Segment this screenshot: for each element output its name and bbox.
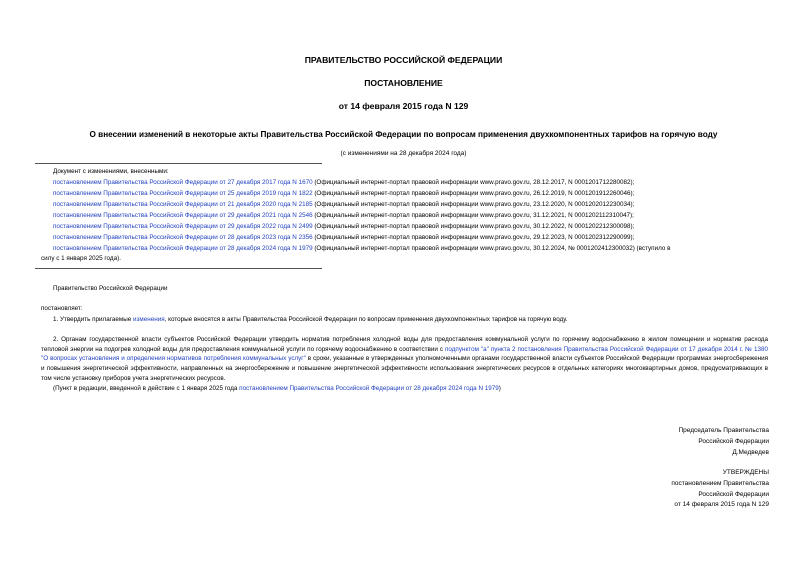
approved-block bbox=[671, 468, 769, 511]
paragraph-2: 2. Органам государственной власти субъектов Российской Федерации утвердить норматив потребления холодной воды для предоставления коммунальной услуги по горячему водоснабжению в жилом помещении и норматив расхода тепловой энергии на подогрев холодной воды для предоставления коммунальной услуги по горячему водоснабжению в соответствии с подпунктом "а" пункта 2 постановления Правительства Российской Федерации от 17 декабря 2014 г. № 1380 "О вопросах установления и определения нормативов потребления коммунальных услуг" в сроки, указанные в утвержденных уполномоченными органами государственной власти субъектов Российской Федерации программах энергосбережения и повышения энергетической эффективности, направленных на энергосбережение и повышение энергетической эффективности использования энергетических ресурсов в отдельных категориях многоквартирных домов, предусматривающих в том числе установку приборов учета энергетических ресурсов. bbox=[41, 336, 768, 382]
amendment-link-2356[interactable]: постановлением Правительства Российской Федерации от 28 декабря 2023 года N 2356 bbox=[53, 234, 313, 241]
document-date-number: от 14 февраля 2015 года N 129 bbox=[338, 101, 469, 111]
signature-name: Д.Медведев bbox=[732, 448, 769, 456]
amendment-link-1979[interactable]: постановлением Правительства Российской Федерации от 28 декабря 2024 года N 1979 bbox=[53, 245, 313, 252]
amendment-link-2546[interactable]: постановлением Правительства Российской Федерации от 29 декабря 2021 года N 2546 bbox=[53, 212, 313, 219]
changes-link[interactable]: изменения bbox=[133, 316, 165, 323]
amendment-link-2499[interactable]: постановлением Правительства Российской Федерации от 29 декабря 2022 года N 2499 bbox=[53, 223, 313, 230]
paragraph-1: 1. Утвердить прилагаемые изменения, которые вносятся в акты Правительства Российской Федерации по вопросам применения двухкомпонентных тарифов на горячую воду. bbox=[53, 316, 568, 323]
paragraph-2-note: (Пункт в редакции, введенной в действие с 1 января 2025 года постановлением Правительства Российской Федерации от 28 декабря 2024 года N 1979) bbox=[53, 385, 501, 392]
government-heading: ПРАВИТЕЛЬСТВО РОССИЙСКОЙ ФЕДЕРАЦИИ bbox=[304, 55, 503, 65]
document-title: О внесении изменений в некоторые акты Правительства Российской Федерации по вопросам применения двухкомпонентных тарифов на горячую воду bbox=[89, 130, 718, 139]
amendment-link-1670[interactable]: постановлением Правительства Российской Федерации от 27 декабря 2017 года N 1670 bbox=[53, 179, 313, 186]
amendment-item: постановлением Правительства Российской Федерации от 28 декабря 2023 года N 2356 (Официальный интернет-портал правовой информации www.pravo.gov.ru, 29.12.2023, N 0001202312290099); bbox=[53, 234, 635, 241]
approved-by: постановлением Правительства bbox=[671, 479, 769, 487]
signature-block bbox=[678, 426, 769, 458]
amendment-item: постановлением Правительства Российской Федерации от 29 декабря 2022 года N 2499 (Официальный интернет-портал правовой информации www.pravo.gov.ru, 30.12.2022, N 0001202212300098); bbox=[53, 223, 635, 230]
revision-note: (с изменениями на 28 декабря 2024 года) bbox=[340, 150, 467, 157]
approved-body: Российской Федерации bbox=[698, 490, 769, 498]
amendment-item: постановлением Правительства Российской Федерации от 25 декабря 2019 года N 1822 (Официальный интернет-портал правовой информации www.pravo.gov.ru, 26.12.2019, N 0001201912260046); bbox=[53, 190, 635, 197]
amendment-item: постановлением Правительства Российской Федерации от 29 декабря 2021 года N 2546 (Официальный интернет-портал правовой информации www.pravo.gov.ru, 31.12.2021, N 0001202112310047); bbox=[53, 212, 634, 219]
amendment-item: постановлением Правительства Российской Федерации от 28 декабря 2024 года N 1979 (Официальный интернет-портал правовой информации www.pravo.gov.ru, 30.12.2024, № 0001202412300032) (вступило в bbox=[53, 245, 671, 252]
approved-heading: УТВЕРЖДЕНЫ bbox=[722, 469, 769, 476]
bottom-divider bbox=[35, 268, 322, 269]
top-divider bbox=[35, 163, 322, 164]
signature-body: Российской Федерации bbox=[698, 437, 769, 445]
amendment-item: постановлением Правительства Российской Федерации от 27 декабря 2017 года N 1670 (Официальный интернет-портал правовой информации www.pravo.gov.ru, 28.12.2017, N 0001201712280082); bbox=[53, 179, 635, 186]
decrees-word: постановляет: bbox=[41, 305, 83, 312]
issuer-name: Правительство Российской Федерации bbox=[53, 285, 168, 292]
decree-1380-link[interactable]: подпунктом "а" пункта 2 постановления Правительства Российской Федерации от 17 декабря 2014 г. № 1380 "О вопросах установления и определения нормативов потребления коммунальных услуг" bbox=[41, 345, 768, 363]
amendment-item: постановлением Правительства Российской Федерации от 21 декабря 2020 года N 2185 (Официальный интернет-портал правовой информации www.pravo.gov.ru, 23.12.2020, N 0001202012230034); bbox=[53, 201, 635, 208]
document-type: ПОСТАНОВЛЕНИЕ bbox=[364, 78, 443, 88]
amendment-link-1822[interactable]: постановлением Правительства Российской Федерации от 25 декабря 2019 года N 1822 bbox=[53, 190, 313, 197]
signature-position: Председатель Правительства bbox=[678, 427, 769, 434]
approved-date: от 14 февраля 2015 года N 129 bbox=[674, 501, 769, 509]
amendment-link-2185[interactable]: постановлением Правительства Российской Федерации от 21 декабря 2020 года N 2185 bbox=[53, 201, 313, 208]
amendments-intro: Документ с изменениями, внесенными: bbox=[53, 168, 169, 175]
amendment-continuation: силу с 1 января 2025 года). bbox=[41, 255, 121, 262]
amendment-note-link[interactable]: постановлением Правительства Российской Федерации от 28 декабря 2024 года N 1979 bbox=[239, 385, 499, 392]
